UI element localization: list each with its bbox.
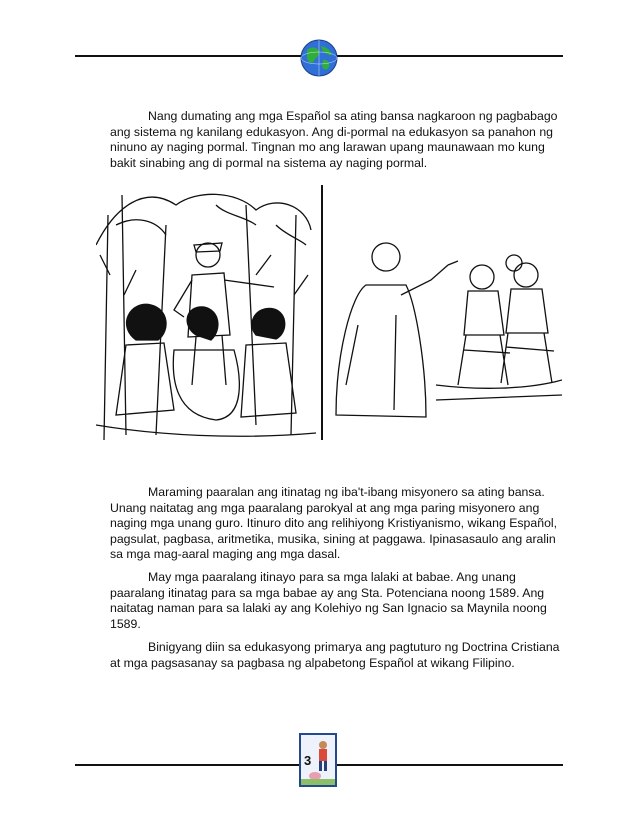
page-number-badge <box>299 733 337 787</box>
right-scene-mission-class <box>336 243 562 417</box>
intro-paragraph: Nang dumating ang mga Español sa ating bansa nagkaroon ng pagbabago ang sistema ng kanilang edukasyon. Ang di-pormal na edukasyon sa panahon ng ninuno ay naging pormal. Tingnan mo ang larawan upang maunawaan mo kung bakit sinabing ang di pormal na sistema ay naging pormal. <box>110 109 558 170</box>
missionary-schools-paragraph: Maraming paaralan ang itinatag ng iba't-ibang misyonero sa ating bansa. Unang naitatag ang mga paaralang parokyal at ang mga paring misyonero ang naging mga unang guro. Itinuro dito ang relihiyong Kristiyanismo, wikang Español, pagsulat, pagbasa, aritmetika, musika, sining at paggawa. Ipinasasaulo ang aralin sa mga mag-aaral maging ang mga dasal. <box>110 485 558 561</box>
page-number: 3 <box>304 753 312 768</box>
classroom-illustration <box>96 185 562 450</box>
boys-girls-schools-paragraph: May mga paaralang itinayo para sa mga lalaki at babae. Ang unang paaralang itinatag para sa mga babae ay ang Sta. Potenciana noong 1589. Ang naitatag naman para sa lalaki ay ang Kolehiyo ng San Ignacio sa Maynila noong 1589. <box>110 570 547 631</box>
globe-icon <box>299 38 339 78</box>
left-scene-forest-class <box>96 194 316 440</box>
primary-education-paragraph: Binigyang diin sa edukasyong primarya ang pagtuturo ng Doctrina Cristiana at mga pagsasanay sa pagbasa ng alpabetong Español at wikang Filipino. <box>110 640 560 670</box>
